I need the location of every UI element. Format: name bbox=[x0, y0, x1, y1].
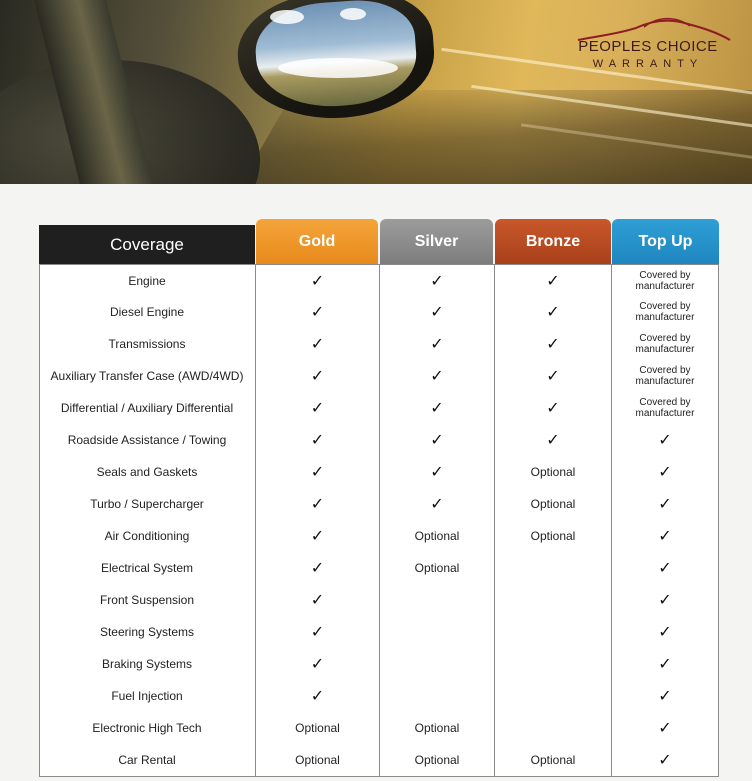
column-divider bbox=[718, 264, 719, 776]
cell-gold bbox=[256, 584, 379, 616]
coverage-item-label: Fuel Injection bbox=[39, 680, 255, 712]
brand-logo bbox=[558, 10, 738, 76]
cell-bronze bbox=[495, 328, 611, 360]
cell-silver bbox=[380, 392, 494, 424]
cell-gold bbox=[256, 360, 379, 392]
cell-silver: Optional bbox=[380, 552, 494, 584]
checkmark-icon: ✓ bbox=[658, 496, 672, 513]
cell-bronze bbox=[495, 616, 611, 648]
checkmark-icon: ✓ bbox=[310, 464, 325, 481]
cell-gold bbox=[256, 296, 379, 328]
checkmark-icon: ✓ bbox=[658, 656, 672, 673]
checkmark-icon: ✓ bbox=[310, 528, 325, 545]
cell-silver: Optional bbox=[380, 712, 494, 744]
cell-silver bbox=[380, 616, 494, 648]
cell-gold: Optional bbox=[256, 712, 379, 744]
cell-topup: Covered by manufacturer bbox=[612, 265, 718, 297]
coverage-item-label: Electrical System bbox=[39, 552, 255, 584]
cell-gold bbox=[256, 392, 379, 424]
cell-bronze: Optional bbox=[495, 744, 611, 776]
cell-topup bbox=[612, 616, 718, 648]
checkmark-icon: ✓ bbox=[658, 560, 672, 577]
cell-gold bbox=[256, 424, 379, 456]
checkmark-icon: ✓ bbox=[310, 432, 325, 449]
checkmark-icon: ✓ bbox=[546, 368, 560, 385]
cell-silver bbox=[380, 328, 494, 360]
checkmark-icon: ✓ bbox=[658, 432, 672, 449]
checkmark-icon: ✓ bbox=[310, 624, 325, 641]
header-topup: Top Up bbox=[612, 219, 719, 264]
cell-topup: Covered by manufacturer bbox=[612, 360, 718, 392]
cell-bronze bbox=[495, 712, 611, 744]
logo-name: PEOPLES CHOICE bbox=[578, 38, 718, 55]
cell-bronze: Optional bbox=[495, 488, 611, 520]
checkmark-icon: ✓ bbox=[430, 273, 444, 290]
cell-silver bbox=[380, 488, 494, 520]
cell-gold bbox=[256, 328, 379, 360]
checkmark-icon: ✓ bbox=[310, 496, 325, 513]
header-silver: Silver bbox=[380, 219, 493, 264]
checkmark-icon: ✓ bbox=[310, 273, 325, 290]
header-bronze: Bronze bbox=[495, 219, 611, 264]
cell-bronze bbox=[495, 392, 611, 424]
checkmark-icon: ✓ bbox=[430, 336, 444, 353]
checkmark-icon: ✓ bbox=[546, 304, 560, 321]
cloud-graphic bbox=[340, 8, 366, 20]
cell-silver bbox=[380, 296, 494, 328]
cell-bronze bbox=[495, 648, 611, 680]
checkmark-icon: ✓ bbox=[430, 432, 444, 449]
cell-silver: Optional bbox=[380, 520, 494, 552]
checkmark-icon: ✓ bbox=[430, 496, 444, 513]
cell-bronze: Optional bbox=[495, 520, 611, 552]
cell-topup bbox=[612, 456, 718, 488]
cell-topup bbox=[612, 680, 718, 712]
checkmark-icon: ✓ bbox=[546, 273, 560, 290]
cell-silver bbox=[380, 360, 494, 392]
coverage-item-label: Car Rental bbox=[39, 744, 255, 776]
cell-topup bbox=[612, 552, 718, 584]
coverage-item-label: Front Suspension bbox=[39, 584, 255, 616]
column-divider bbox=[255, 264, 256, 776]
coverage-item-label: Roadside Assistance / Towing bbox=[39, 424, 255, 456]
cell-topup bbox=[612, 584, 718, 616]
checkmark-icon: ✓ bbox=[546, 336, 560, 353]
table-header bbox=[39, 219, 719, 264]
checkmark-icon: ✓ bbox=[658, 720, 672, 737]
column-divider bbox=[379, 264, 380, 776]
cell-gold bbox=[256, 265, 379, 297]
checkmark-icon: ✓ bbox=[658, 592, 672, 609]
cell-gold bbox=[256, 616, 379, 648]
cell-topup: Covered by manufacturer bbox=[612, 328, 718, 360]
cloud-graphic bbox=[270, 10, 304, 24]
cell-silver bbox=[380, 424, 494, 456]
coverage-item-label: Turbo / Supercharger bbox=[39, 488, 255, 520]
checkmark-icon: ✓ bbox=[658, 528, 672, 545]
coverage-item-label: Auxiliary Transfer Case (AWD/4WD) bbox=[39, 360, 255, 392]
checkmark-icon: ✓ bbox=[546, 432, 560, 449]
checkmark-icon: ✓ bbox=[310, 688, 325, 705]
cell-gold bbox=[256, 520, 379, 552]
coverage-item-label: Braking Systems bbox=[39, 648, 255, 680]
cell-bronze bbox=[495, 265, 611, 297]
checkmark-icon: ✓ bbox=[546, 400, 560, 417]
cloud-graphic bbox=[278, 58, 398, 78]
checkmark-icon: ✓ bbox=[430, 464, 444, 481]
cell-gold bbox=[256, 648, 379, 680]
checkmark-icon: ✓ bbox=[430, 368, 444, 385]
coverage-item-label: Engine bbox=[39, 265, 255, 297]
checkmark-icon: ✓ bbox=[658, 688, 672, 705]
cell-gold: Optional bbox=[256, 744, 379, 776]
checkmark-icon: ✓ bbox=[310, 304, 325, 321]
cell-topup bbox=[612, 744, 718, 776]
cell-silver bbox=[380, 680, 494, 712]
cell-bronze bbox=[495, 360, 611, 392]
cell-bronze bbox=[495, 584, 611, 616]
checkmark-icon: ✓ bbox=[310, 560, 325, 577]
cell-gold bbox=[256, 680, 379, 712]
logo-subtitle: WARRANTY bbox=[592, 58, 704, 70]
checkmark-icon: ✓ bbox=[310, 336, 325, 353]
cell-gold bbox=[256, 488, 379, 520]
cell-silver bbox=[380, 265, 494, 297]
column-divider bbox=[611, 264, 612, 776]
cell-topup bbox=[612, 424, 718, 456]
checkmark-icon: ✓ bbox=[310, 592, 325, 609]
cell-silver bbox=[380, 584, 494, 616]
checkmark-icon: ✓ bbox=[658, 624, 672, 641]
cell-gold bbox=[256, 552, 379, 584]
coverage-item-label: Diesel Engine bbox=[39, 296, 255, 328]
cell-silver bbox=[380, 648, 494, 680]
cell-bronze: Optional bbox=[495, 456, 611, 488]
hero-banner bbox=[0, 0, 752, 184]
cell-gold bbox=[256, 456, 379, 488]
cell-silver bbox=[380, 456, 494, 488]
column-divider bbox=[494, 264, 495, 776]
coverage-item-label: Seals and Gaskets bbox=[39, 456, 255, 488]
coverage-item-label: Air Conditioning bbox=[39, 520, 255, 552]
cell-bronze bbox=[495, 424, 611, 456]
checkmark-icon: ✓ bbox=[658, 464, 672, 481]
cell-topup bbox=[612, 648, 718, 680]
cell-bronze bbox=[495, 296, 611, 328]
header-coverage: Coverage bbox=[39, 225, 255, 264]
cell-topup bbox=[612, 520, 718, 552]
cell-silver: Optional bbox=[380, 744, 494, 776]
cell-bronze bbox=[495, 680, 611, 712]
cell-topup: Covered by manufacturer bbox=[612, 392, 718, 424]
cell-topup: Covered by manufacturer bbox=[612, 296, 718, 328]
checkmark-icon: ✓ bbox=[310, 368, 325, 385]
checkmark-icon: ✓ bbox=[310, 400, 325, 417]
checkmark-icon: ✓ bbox=[310, 656, 325, 673]
cell-topup bbox=[612, 712, 718, 744]
checkmark-icon: ✓ bbox=[658, 752, 672, 769]
cell-topup bbox=[612, 488, 718, 520]
coverage-item-label: Steering Systems bbox=[39, 616, 255, 648]
cell-bronze bbox=[495, 552, 611, 584]
checkmark-icon: ✓ bbox=[430, 304, 444, 321]
header-gold: Gold bbox=[256, 219, 378, 264]
column-divider bbox=[39, 264, 40, 776]
checkmark-icon: ✓ bbox=[430, 400, 444, 417]
coverage-item-label: Transmissions bbox=[39, 328, 255, 360]
coverage-item-label: Differential / Auxiliary Differential bbox=[39, 392, 255, 424]
coverage-item-label: Electronic High Tech bbox=[39, 712, 255, 744]
